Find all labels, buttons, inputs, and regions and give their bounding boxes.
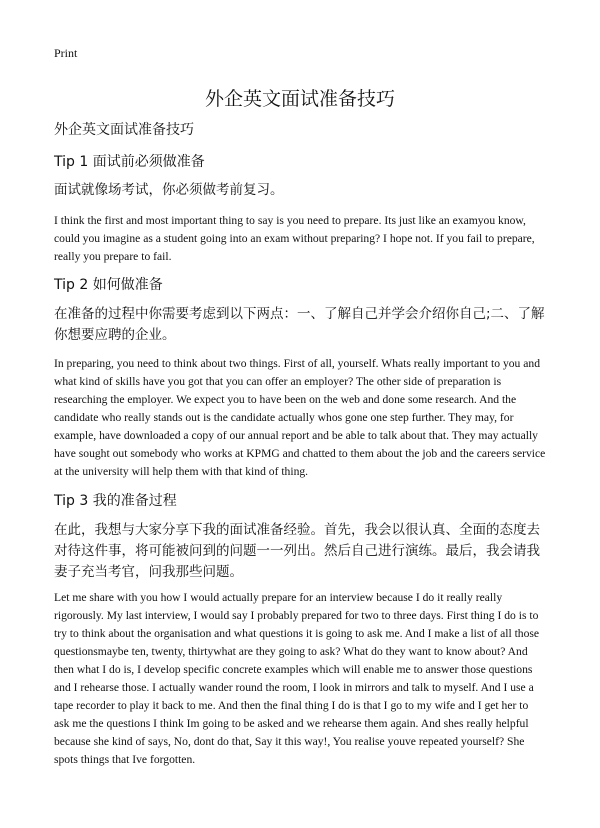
page-title: 外企英文面试准备技巧	[204, 88, 395, 110]
tip-1-heading: Tip 1 面试前必须做准备	[54, 154, 205, 170]
tip-3-chinese-text: 在此，我想与大家分享下我的面试准备经验。首先，我会以很认真、全面的态度去对待这件事，将可能被问到的问题一一列出。然后自己进行演练。最后，我会请我妻子充当考官，问我那些问题。	[54, 522, 540, 580]
tip-3-english-text: Let me share with you how I would actually prepare for an interview because I do it really really rigorously. My last interview, I would say I probably prepared for two to three days. First thing I do is to try to think about the organisation and what questions it is going to ask me. And I make a list of all those questionsmaybe ten, twenty, thirtywhat are they going to ask? What do they want to know about? And then what I do is, I develop specific concrete examples which will enable me to answer those questions and I rehearse those. I actually wander round the room, I look in mirrors and talk to myself. And I use a tape recorder to play it back to me. And then the final thing I do is that I go to my wife and I get her to ask me the questions I think Im going to be asked and we rehearse them again. And shes really helpful because she kind of says, No, dont do that, Say it this way!, You realise youve repeated yourself? She spots things that Ive forgotten.	[54, 591, 540, 766]
tip-2-heading: Tip 2 如何做准备	[54, 277, 163, 293]
tip-1-english-text: I think the first and most important thing to say is you need to prepare. Its just like an examyou know, could you imagine as a student going into an exam without preparing? I hope not. If you fail to prepare, really you prepare to fail.	[54, 214, 535, 263]
tip-3-heading: Tip 3 我的准备过程	[54, 493, 177, 509]
tip-1-chinese-text: 面试就像场考试，你必须做考前复习。	[54, 182, 284, 198]
tip-2-english-text: In preparing, you need to think about two things. First of all, yourself. Whats really important to you and what kind of skills have you got that you can offer an employer? The other side of preparation is researching the employer. We expect you to have been on the web and done some research. And the candidate who really stands out is the candidate actually whos gone one step further. They may, for example, have downloaded a copy of our annual report and be able to talk about that. They may actually have sought out somebody who works at KPMG and chatted to them about the job and the careers service at the university will help them with that kind of thing.	[54, 357, 546, 478]
print-link[interactable]: Print	[54, 46, 78, 60]
document-subtitle: 外企英文面试准备技巧	[54, 122, 194, 138]
tip-2-chinese-text: 在准备的过程中你需要考虑到以下两点：一、了解自己并学会介绍你自己;二、了解你想要应聘的企业。	[54, 306, 545, 343]
